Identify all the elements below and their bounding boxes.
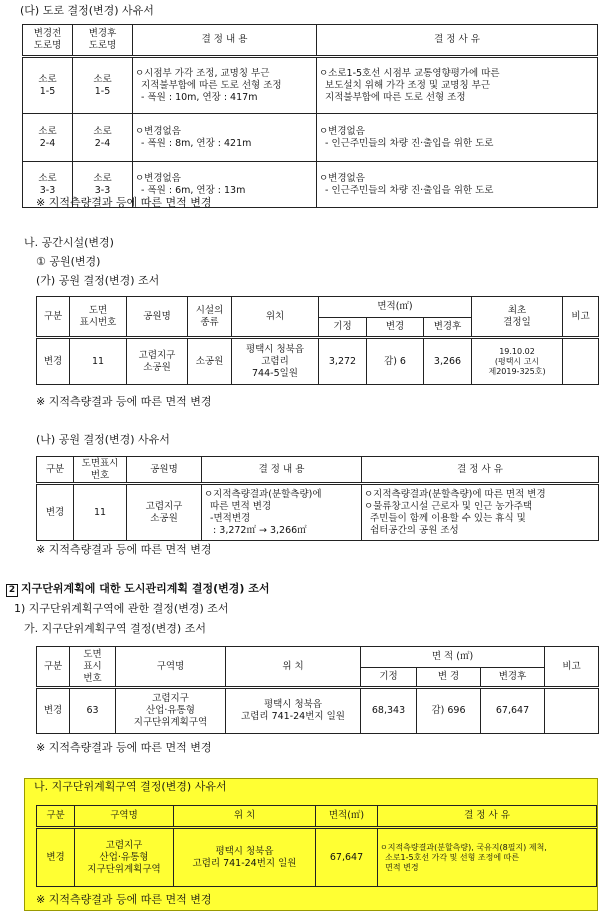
cell-after: 소로 1-5	[73, 57, 133, 114]
col-before: 변경전 도로명	[23, 25, 73, 57]
col-existing: 기정	[361, 668, 417, 688]
table-row	[23, 57, 598, 114]
col-location: 위 치	[174, 806, 316, 828]
cell-change: 감) 6	[367, 338, 424, 385]
col-name: 구역명	[75, 806, 174, 828]
col-remark: 비고	[563, 297, 599, 338]
cell-content: ㅇ변경없음 - 폭원 : 6m, 연장 : 13m	[133, 162, 317, 208]
cell-name: 고렴지구 산업·유통형 지구단위계획구역	[116, 688, 226, 734]
cell-remark	[545, 688, 599, 734]
park-reason-table	[36, 456, 599, 541]
park-reason-note: ※ 지적측량결과 등에 따른 면적 변경	[36, 543, 212, 556]
cell-location: 평택시 청북읍 고렴리 744-5일원	[232, 338, 319, 385]
cell-remark	[563, 338, 599, 385]
district-sub1-heading: 1) 지구단위계획구역에 관한 결정(변경) 조서	[14, 602, 229, 615]
col-first-date: 최초 결정일	[472, 297, 563, 338]
col-reason: 결 정 사 유	[378, 806, 597, 828]
cell-content: ㅇ시점부 가각 조정, 교명칭 부근 지적불부합에 따른 도로 선형 조정 - 폭원 : 10m, 연장 : 417m	[133, 57, 317, 114]
cell-reason: ㅇ변경없음 - 인근주민들의 차량 진·출입을 위한 도로	[317, 114, 598, 162]
col-facility: 시설의 종류	[188, 297, 232, 338]
col-name: 구역명	[116, 647, 226, 688]
col-reason: 결 정 사 유	[317, 25, 598, 57]
col-gubun: 구분	[37, 297, 70, 338]
cell-name: 고렴지구 소공원	[127, 484, 202, 541]
park-reason-heading: (나) 공원 결정(변경) 사유서	[36, 433, 170, 446]
park-decision-table	[36, 296, 599, 385]
cell-content: ㅇ변경없음 - 폭원 : 8m, 연장 : 421m	[133, 114, 317, 162]
cell-reason: ㅇ변경없음 - 인근주민들의 차량 진·출입을 위한 도로	[317, 162, 598, 208]
cell-existing: 3,272	[319, 338, 367, 385]
col-change: 변경	[367, 318, 424, 338]
district-note: ※ 지적측량결과 등에 따른 면적 변경	[36, 741, 212, 754]
park-heading: ① 공원(변경)	[36, 255, 101, 268]
district-reason-heading: 나. 지구단위계획구역 결정(변경) 사유서	[34, 780, 227, 793]
cell-existing: 68,343	[361, 688, 417, 734]
section-number: 2	[6, 584, 18, 597]
cell-map-no: 11	[70, 338, 127, 385]
cell-reason: ㅇ지적측량결과(분할측량), 국유지(8필지) 제척, 소로1-5호선 가각 및 선형 조정에 따른 면적 변경	[378, 828, 597, 887]
table-row	[37, 338, 599, 385]
cell-after: 67,647	[481, 688, 545, 734]
col-after: 변경후	[481, 668, 545, 688]
cell-location: 평택시 청북읍 고렴리 741-24번지 일원	[226, 688, 361, 734]
district-decision-table	[36, 646, 599, 734]
col-area: 면적(㎡)	[316, 806, 378, 828]
col-gubun: 구분	[37, 647, 70, 688]
cell-after: 소로 3-3	[73, 162, 133, 208]
cell-reason: ㅇ소로1-5호선 시점부 교통영향평가에 따른 보도설치 위해 가각 조정 및 교명칭 부근 지적불부합에 따른 도로 선형 조정	[317, 57, 598, 114]
col-map-no: 도면표시 번호	[74, 457, 127, 484]
col-area: 면 적 (㎡)	[361, 647, 545, 668]
col-reason: 결 정 사 유	[362, 457, 599, 484]
cell-location: 평택시 청북읍 고렴리 741-24번지 일원	[174, 828, 316, 887]
cell-after: 소로 2-4	[73, 114, 133, 162]
section-2-title: 지구단위계획에 대한 도시관리계획 결정(변경) 조서	[21, 582, 270, 595]
cell-after: 3,266	[424, 338, 472, 385]
cell-first-date: 19.10.02 (평택시 고시 제2019-325호)	[472, 338, 563, 385]
col-map-no: 도면 표시 번호	[70, 647, 116, 688]
cell-before: 소로 1-5	[23, 57, 73, 114]
cell-gubun: 변경	[37, 484, 74, 541]
cell-facility: 소공원	[188, 338, 232, 385]
cell-gubun: 변경	[37, 828, 75, 887]
col-gubun: 구분	[37, 457, 74, 484]
cell-name: 고렴지구 산업·유통형 지구단위계획구역	[75, 828, 174, 887]
table-row	[37, 828, 597, 887]
cell-content: ㅇ지적측량결과(분할측량)에 따른 면적 변경 -면적변경 : 3,272㎡ → 3,266㎡	[202, 484, 362, 541]
col-area: 면적(㎡)	[319, 297, 472, 318]
col-change: 변 경	[417, 668, 481, 688]
table-row	[23, 114, 598, 162]
col-location: 위 치	[226, 647, 361, 688]
cell-reason: ㅇ지적측량결과(분할측량)에 따른 면적 변경 ㅇ물류창고시설 근로자 및 인근 농가주택 주민들이 함께 이용할 수 있는 휴식 및 쉼터공간의 공원 조성	[362, 484, 599, 541]
col-gubun: 구분	[37, 806, 75, 828]
cell-map-no: 11	[74, 484, 127, 541]
park-decision-heading: (가) 공원 결정(변경) 조서	[36, 274, 160, 287]
col-existing: 기정	[319, 318, 367, 338]
road-reason-table	[22, 24, 598, 208]
col-content: 결 정 내 용	[133, 25, 317, 57]
cell-area: 67,647	[316, 828, 378, 887]
col-after: 변경후	[424, 318, 472, 338]
cell-before: 소로 2-4	[23, 114, 73, 162]
cell-change: 감) 696	[417, 688, 481, 734]
table-row	[37, 484, 599, 541]
cell-map-no: 63	[70, 688, 116, 734]
cell-before: 소로 3-3	[23, 162, 73, 208]
col-after: 변경후 도로명	[73, 25, 133, 57]
col-remark: 비고	[545, 647, 599, 688]
district-reason-note: ※ 지적측량결과 등에 따른 면적 변경	[36, 893, 212, 906]
cell-gubun: 변경	[37, 338, 70, 385]
district-reason-table	[36, 805, 597, 887]
col-location: 위치	[232, 297, 319, 338]
park-note: ※ 지적측량결과 등에 따른 면적 변경	[36, 395, 212, 408]
space-facility-heading: 나. 공간시설(변경)	[24, 236, 114, 249]
cell-gubun: 변경	[37, 688, 70, 734]
cell-name: 고렴지구 소공원	[127, 338, 188, 385]
district-decision-heading: 가. 지구단위계획구역 결정(변경) 조서	[24, 622, 206, 635]
col-content: 결 정 내 용	[202, 457, 362, 484]
col-name: 공원명	[127, 297, 188, 338]
table-row	[37, 688, 599, 734]
col-name: 공원명	[127, 457, 202, 484]
road-note: ※ 지적측량결과 등에 따른 면적 변경	[36, 196, 212, 209]
section-2-heading	[6, 582, 270, 597]
col-map-no: 도면 표시번호	[70, 297, 127, 338]
road-reason-heading: (다) 도로 결정(변경) 사유서	[20, 4, 154, 17]
